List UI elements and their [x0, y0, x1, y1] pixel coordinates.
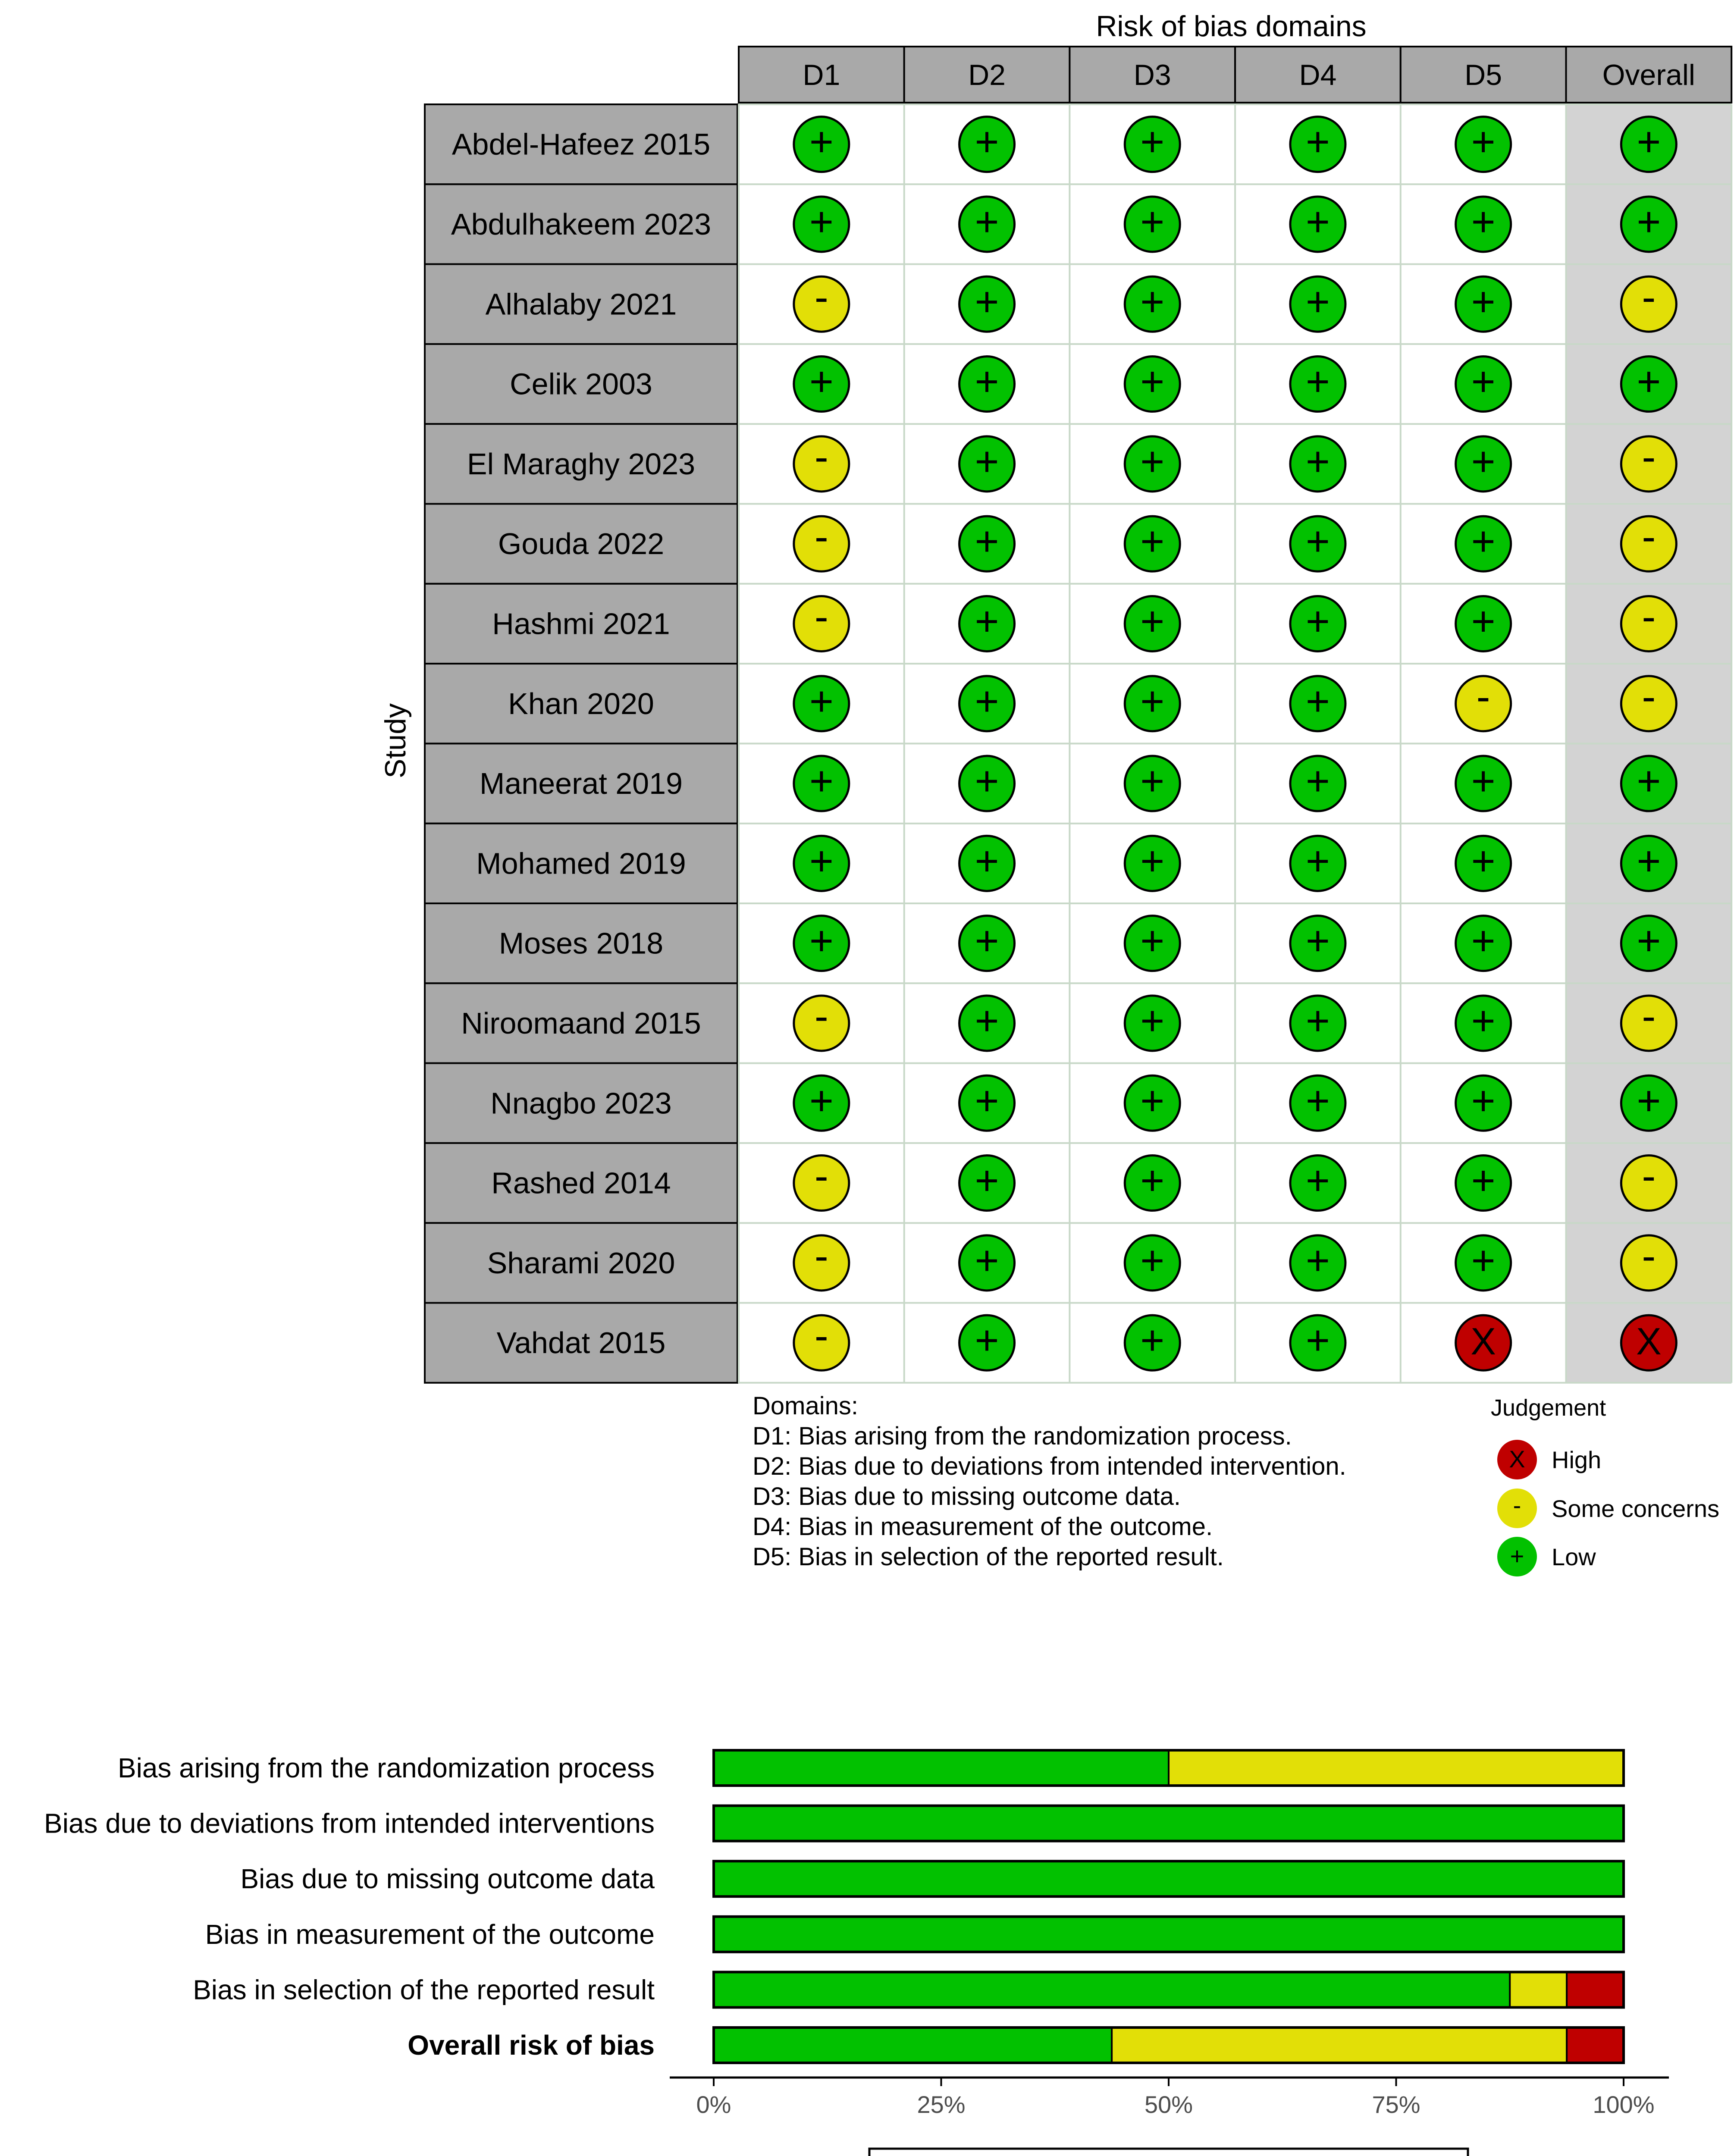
judgement-symbol-nnagbo-2023-d3: +: [1140, 1078, 1165, 1124]
judgement-symbol-alhalaby-2021-overall: -: [1642, 274, 1656, 320]
judgement-symbol-khan-2020-d3: +: [1140, 678, 1165, 724]
judgement-symbol-maneerat-2019-d1: +: [809, 758, 834, 805]
legend-symbol-low: +: [1510, 1542, 1524, 1570]
study-label-sharami-2020: Sharami 2020: [487, 1246, 675, 1280]
judgement-symbol-abdel-hafeez-2015-d2: +: [975, 119, 999, 165]
study-label-el-maraghy-2023: El Maraghy 2023: [467, 447, 696, 481]
judgement-symbol-gouda-2022-d3: +: [1140, 518, 1165, 565]
bar-bias-arising-from-the-randomization-process-low-risk: [714, 1750, 1169, 1786]
judgement-symbol-hashmi-2021-overall: -: [1642, 593, 1656, 640]
judgement-symbol-khan-2020-d2: +: [975, 678, 999, 724]
judgement-symbol-rashed-2014-overall: -: [1642, 1153, 1656, 1199]
judgement-symbol-celik-2003-d5: +: [1471, 358, 1496, 405]
judgement-symbol-niroomaand-2015-overall: -: [1642, 993, 1656, 1039]
judgement-symbol-abdel-hafeez-2015-d5: +: [1471, 119, 1496, 165]
legend-symbol-some-concerns: -: [1513, 1492, 1521, 1519]
judgement-symbol-hashmi-2021-d5: +: [1471, 598, 1496, 645]
judgement-symbol-abdel-hafeez-2015-d1: +: [809, 119, 834, 165]
judgement-symbol-gouda-2022-d1: -: [814, 514, 828, 560]
judgement-symbol-sharami-2020-d5: +: [1471, 1237, 1496, 1284]
judgement-symbol-sharami-2020-d2: +: [975, 1237, 999, 1284]
column-header-d2: D2: [968, 59, 1006, 91]
judgement-symbol-vahdat-2015-d5: X: [1471, 1320, 1496, 1363]
bar-bias-in-selection-of-the-reported-result-some-concerns: [1510, 1972, 1567, 2007]
judgement-symbol-el-maraghy-2023-d5: +: [1471, 438, 1496, 485]
column-header-d1: D1: [803, 59, 840, 91]
column-header-d3: D3: [1133, 59, 1171, 91]
judgement-symbol-vahdat-2015-d2: +: [975, 1317, 999, 1364]
category-label-bias-due-to-missing-outcome-data: Bias due to missing outcome data: [240, 1863, 655, 1895]
judgement-symbol-abdel-hafeez-2015-overall: +: [1637, 119, 1661, 165]
bar-bias-in-selection-of-the-reported-result-low-risk: [714, 1972, 1510, 2007]
judgement-symbol-vahdat-2015-d4: +: [1305, 1317, 1330, 1364]
judgement-symbol-el-maraghy-2023-d2: +: [975, 438, 999, 485]
bar-bias-arising-from-the-randomization-process-some-concerns: [1169, 1750, 1624, 1786]
judgement-symbol-hashmi-2021-d1: -: [814, 593, 828, 640]
column-header-d5: D5: [1464, 59, 1502, 91]
judgement-symbol-abdulhakeem-2023-d2: +: [975, 198, 999, 245]
judgement-symbol-moses-2018-d4: +: [1305, 918, 1330, 964]
judgement-symbol-vahdat-2015-d3: +: [1140, 1317, 1165, 1364]
x-tick-label-0: 0%: [696, 2091, 731, 2118]
judgement-symbol-maneerat-2019-d5: +: [1471, 758, 1496, 805]
judgement-symbol-nnagbo-2023-d4: +: [1305, 1078, 1330, 1124]
judgement-symbol-moses-2018-d3: +: [1140, 918, 1165, 964]
judgement-symbol-maneerat-2019-d4: +: [1305, 758, 1330, 805]
study-label-vahdat-2015: Vahdat 2015: [496, 1326, 666, 1360]
judgement-symbol-mohamed-2019-overall: +: [1637, 838, 1661, 884]
judgement-symbol-el-maraghy-2023-overall: -: [1642, 433, 1656, 480]
judgement-symbol-sharami-2020-overall: -: [1642, 1232, 1656, 1279]
judgement-symbol-khan-2020-overall: -: [1642, 673, 1656, 720]
judgement-symbol-mohamed-2019-d5: +: [1471, 838, 1496, 884]
judgement-symbol-niroomaand-2015-d1: -: [814, 993, 828, 1039]
domain-description-d2: D2: Bias due to deviations from intended intervention.: [753, 1452, 1346, 1480]
judgement-symbol-gouda-2022-d4: +: [1305, 518, 1330, 565]
judgement-symbol-nnagbo-2023-d2: +: [975, 1078, 999, 1124]
traffic-light-title: Risk of bias domains: [1096, 10, 1367, 43]
judgement-symbol-moses-2018-d1: +: [809, 918, 834, 964]
judgement-symbol-abdulhakeem-2023-d3: +: [1140, 198, 1165, 245]
judgement-legend-title: Judgement: [1491, 1395, 1606, 1421]
judgement-symbol-rashed-2014-d5: +: [1471, 1157, 1496, 1204]
legend-label-low: Low: [1552, 1543, 1596, 1570]
domain-headers: [739, 47, 1731, 103]
judgement-symbol-celik-2003-overall: +: [1637, 358, 1661, 405]
legend-label-some-concerns: Some concerns: [1552, 1495, 1720, 1522]
study-label-khan-2020: Khan 2020: [508, 686, 654, 721]
bar-bias-due-to-missing-outcome-data-low-risk: [714, 1861, 1624, 1896]
judgement-symbol-moses-2018-d2: +: [975, 918, 999, 964]
column-header-overall: Overall: [1602, 59, 1696, 91]
judgement-symbol-niroomaand-2015-d4: +: [1305, 997, 1330, 1044]
category-label-bias-arising-from-the-randomization-process: Bias arising from the randomization process: [118, 1752, 655, 1783]
bar-overall-risk-of-bias-high-risk: [1567, 2028, 1624, 2063]
judgement-symbol-moses-2018-d5: +: [1471, 918, 1496, 964]
judgement-symbol-niroomaand-2015-d2: +: [975, 997, 999, 1044]
judgement-symbol-hashmi-2021-d4: +: [1305, 598, 1330, 645]
column-header-d4: D4: [1299, 59, 1337, 91]
judgement-symbol-mohamed-2019-d1: +: [809, 838, 834, 884]
bar-bias-due-to-deviations-from-intended-interventions-low-risk: [714, 1806, 1624, 1841]
judgement-symbol-alhalaby-2021-d1: -: [814, 274, 828, 320]
study-label-maneerat-2019: Maneerat 2019: [480, 767, 683, 801]
risk-legend: [869, 2149, 1468, 2156]
study-label-celik-2003: Celik 2003: [510, 367, 652, 401]
study-label-nnagbo-2023: Nnagbo 2023: [490, 1086, 672, 1120]
judgement-symbol-abdulhakeem-2023-d4: +: [1305, 198, 1330, 245]
domains-heading: Domains:: [753, 1392, 858, 1420]
domain-description-d4: D4: Bias in measurement of the outcome.: [753, 1513, 1213, 1541]
judgement-symbol-vahdat-2015-overall: X: [1636, 1320, 1662, 1363]
category-label-bias-due-to-deviations-from-intended-interventions: Bias due to deviations from intended interventions: [44, 1808, 655, 1839]
study-label-rashed-2014: Rashed 2014: [491, 1166, 671, 1200]
study-label-abdulhakeem-2023: Abdulhakeem 2023: [451, 207, 712, 241]
judgement-symbol-alhalaby-2021-d2: +: [975, 279, 999, 325]
study-label-niroomaand-2015: Niroomaand 2015: [461, 1006, 701, 1040]
judgement-symbol-rashed-2014-d3: +: [1140, 1157, 1165, 1204]
study-axis-label: Study: [379, 703, 412, 778]
domain-description-d3: D3: Bias due to missing outcome data.: [753, 1482, 1181, 1510]
x-tick-label-25: 25%: [917, 2091, 966, 2118]
judgement-symbol-abdulhakeem-2023-overall: +: [1637, 198, 1661, 245]
judgement-symbol-el-maraghy-2023-d1: -: [814, 433, 828, 480]
judgement-symbol-khan-2020-d4: +: [1305, 678, 1330, 724]
judgement-symbol-niroomaand-2015-d3: +: [1140, 997, 1165, 1044]
domain-description-d1: D1: Bias arising from the randomization process.: [753, 1422, 1292, 1450]
judgement-symbol-sharami-2020-d4: +: [1305, 1237, 1330, 1284]
judgement-symbol-el-maraghy-2023-d3: +: [1140, 438, 1165, 485]
judgement-symbol-gouda-2022-d2: +: [975, 518, 999, 565]
judgement-symbol-sharami-2020-d1: -: [814, 1232, 828, 1279]
legend-symbol-high: X: [1509, 1445, 1525, 1473]
judgement-symbol-abdulhakeem-2023-d5: +: [1471, 198, 1496, 245]
judgement-symbol-khan-2020-d5: -: [1476, 673, 1490, 720]
study-label-moses-2018: Moses 2018: [499, 926, 664, 960]
study-label-alhalaby-2021: Alhalaby 2021: [485, 287, 677, 321]
x-tick-label-100: 100%: [1593, 2091, 1655, 2118]
judgement-symbol-el-maraghy-2023-d4: +: [1305, 438, 1330, 485]
judgement-symbol-mohamed-2019-d4: +: [1305, 838, 1330, 884]
judgement-symbol-abdulhakeem-2023-d1: +: [809, 198, 834, 245]
judgement-symbol-khan-2020-d1: +: [809, 678, 834, 724]
judgement-symbol-celik-2003-d4: +: [1305, 358, 1330, 405]
category-label-overall-risk-of-bias: Overall risk of bias: [408, 2030, 655, 2061]
risk-legend-box: [869, 2149, 1468, 2156]
judgement-symbol-mohamed-2019-d2: +: [975, 838, 999, 884]
judgement-symbol-celik-2003-d3: +: [1140, 358, 1165, 405]
judgement-symbol-vahdat-2015-d1: -: [814, 1313, 828, 1359]
judgement-symbol-moses-2018-overall: +: [1637, 918, 1661, 964]
judgement-symbol-mohamed-2019-d3: +: [1140, 838, 1165, 884]
judgement-symbol-nnagbo-2023-d5: +: [1471, 1078, 1496, 1124]
study-labels: [425, 104, 737, 1383]
study-label-mohamed-2019: Mohamed 2019: [476, 846, 686, 881]
judgement-symbol-abdel-hafeez-2015-d3: +: [1140, 119, 1165, 165]
judgement-symbol-gouda-2022-overall: -: [1642, 514, 1656, 560]
judgement-symbol-alhalaby-2021-d5: +: [1471, 279, 1496, 325]
bar-bias-in-measurement-of-the-outcome-low-risk: [714, 1917, 1624, 1952]
bar-bias-in-selection-of-the-reported-result-high-risk: [1567, 1972, 1624, 2007]
judgement-symbol-hashmi-2021-d3: +: [1140, 598, 1165, 645]
judgement-symbol-celik-2003-d1: +: [809, 358, 834, 405]
judgement-symbol-celik-2003-d2: +: [975, 358, 999, 405]
judgement-symbol-alhalaby-2021-d3: +: [1140, 279, 1165, 325]
x-tick-label-50: 50%: [1144, 2091, 1193, 2118]
judgement-symbol-maneerat-2019-d2: +: [975, 758, 999, 805]
judgement-symbol-maneerat-2019-d3: +: [1140, 758, 1165, 805]
study-label-abdel-hafeez-2015: Abdel-Hafeez 2015: [452, 127, 711, 161]
bar-overall-risk-of-bias-low-risk: [714, 2028, 1112, 2063]
judgement-symbol-niroomaand-2015-d5: +: [1471, 997, 1496, 1044]
study-label-hashmi-2021: Hashmi 2021: [492, 607, 670, 641]
judgement-symbol-rashed-2014-d1: -: [814, 1153, 828, 1199]
category-label-bias-in-selection-of-the-reported-result: Bias in selection of the reported result: [193, 1974, 655, 2006]
judgement-symbol-gouda-2022-d5: +: [1471, 518, 1496, 565]
domain-description-d5: D5: Bias in selection of the reported result.: [753, 1543, 1224, 1571]
judgement-symbol-maneerat-2019-overall: +: [1637, 758, 1661, 805]
judgement-symbol-hashmi-2021-d2: +: [975, 598, 999, 645]
judgement-symbol-nnagbo-2023-overall: +: [1637, 1078, 1661, 1124]
judgement-symbol-sharami-2020-d3: +: [1140, 1237, 1165, 1284]
judgement-symbol-abdel-hafeez-2015-d4: +: [1305, 119, 1330, 165]
study-label-gouda-2022: Gouda 2022: [498, 527, 665, 561]
judgement-symbol-rashed-2014-d4: +: [1305, 1157, 1330, 1204]
bar-overall-risk-of-bias-some-concerns: [1112, 2028, 1567, 2063]
judgement-symbol-alhalaby-2021-d4: +: [1305, 279, 1330, 325]
judgement-symbol-rashed-2014-d2: +: [975, 1157, 999, 1204]
legend-label-high: High: [1552, 1446, 1602, 1473]
judgement-symbol-nnagbo-2023-d1: +: [809, 1078, 834, 1124]
category-label-bias-in-measurement-of-the-outcome: Bias in measurement of the outcome: [205, 1918, 655, 1950]
x-tick-label-75: 75%: [1372, 2091, 1420, 2118]
